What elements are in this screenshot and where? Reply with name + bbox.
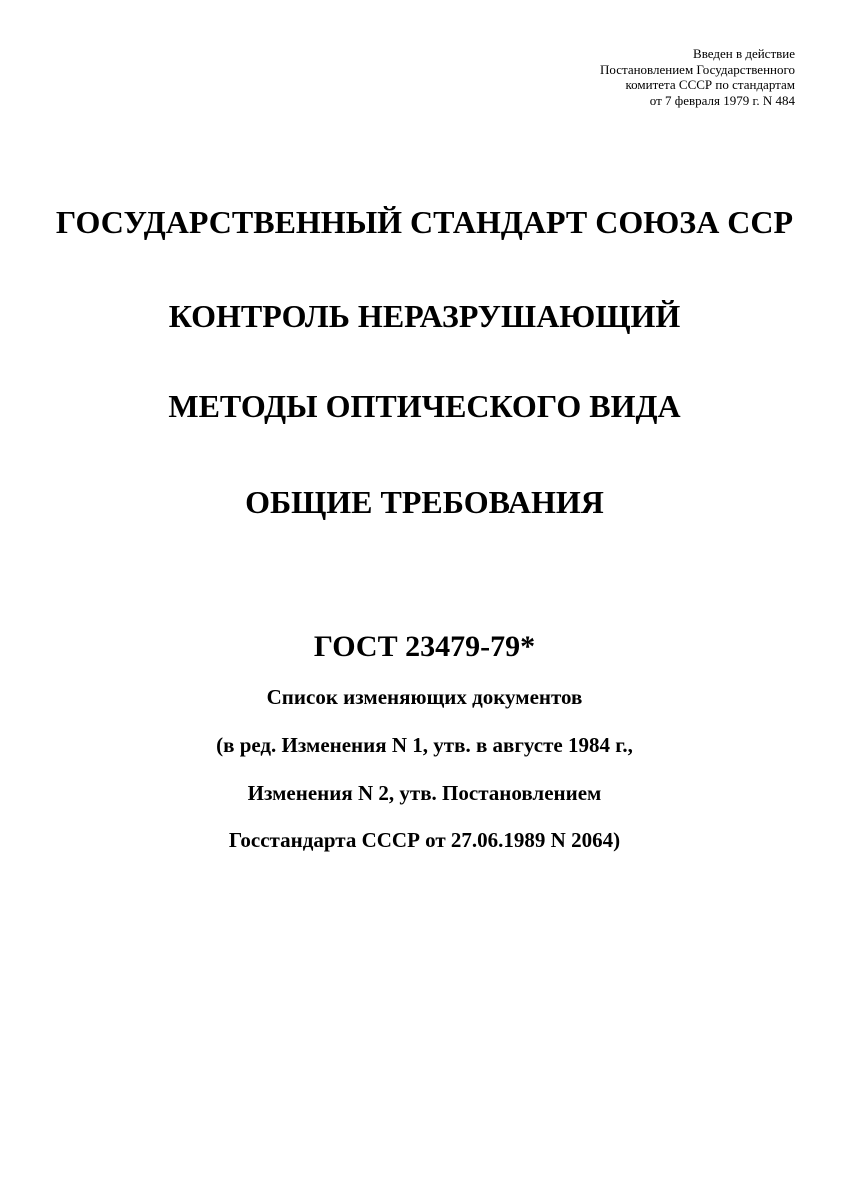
heading-methods: МЕТОДЫ ОПТИЧЕСКОГО ВИДА — [168, 388, 681, 424]
amendment-line: Госстандарта СССР от 27.06.1989 N 2064) — [228, 828, 621, 852]
amendment-line: (в ред. Изменения N 1, утв. в августе 1984 г., — [216, 733, 633, 757]
enactment-note-line: Постановлением Государственного — [600, 61, 795, 77]
heading-subject: КОНТРОЛЬ НЕРАЗРУШАЮЩИЙ — [168, 298, 681, 334]
standard-number: ГОСТ 23479-79* — [313, 630, 536, 663]
enactment-note — [600, 46, 795, 108]
enactment-note-line: комитета СССР по стандартам — [625, 77, 795, 92]
enactment-note-line: от 7 февраля 1979 г. N 484 — [649, 92, 795, 108]
enactment-note-line: Введен в действие — [693, 46, 795, 61]
amendments-list-title: Список изменяющих документов — [266, 685, 583, 709]
document-main-title: ГОСУДАРСТВЕННЫЙ СТАНДАРТ СОЮЗА ССР — [55, 204, 794, 240]
amendment-line: Изменения N 2, утв. Постановлением — [247, 781, 602, 805]
heading-requirements: ОБЩИЕ ТРЕБОВАНИЯ — [245, 484, 604, 520]
